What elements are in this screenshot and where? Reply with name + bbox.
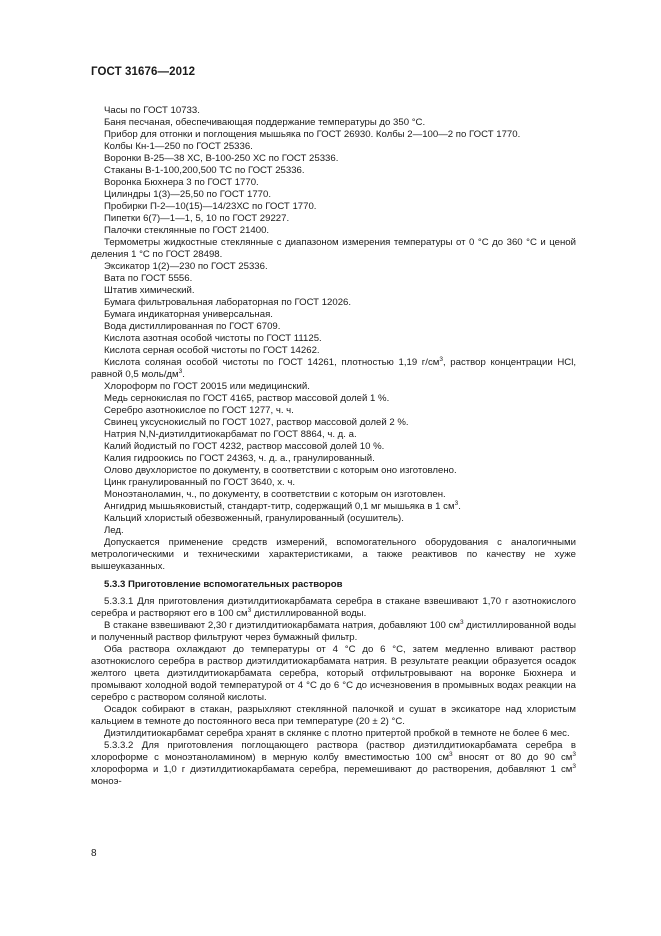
list-item: Палочки стеклянные по ГОСТ 21400. — [104, 225, 270, 236]
list-item: Баня песчаная, обеспечивающая поддержание температуры до 350 °С. — [104, 117, 426, 128]
list-item: Воронка Бюхнера 3 по ГОСТ 1770. — [104, 177, 259, 188]
list-item: Цинк гранулированный по ГОСТ 3640, х. ч. — [104, 477, 296, 488]
list-item: Свинец уксуснокислый по ГОСТ 1027, раствор массовой долей 2 %. — [104, 417, 409, 428]
list-item: Моноэтаноламин, ч., по документу, в соответствии с которым он изготовлен. — [104, 489, 446, 500]
list-item: Термометры жидкостные стеклянные с диапазоном измерения температуры от 0 °С до 360 °С и ценой деления 1 °С по ГОСТ 28498. — [91, 237, 576, 260]
list-item: Кислота серная особой чистоты по ГОСТ 14262. — [104, 345, 320, 356]
page-header: ГОСТ 31676—2012 — [91, 66, 196, 78]
paragraph: Диэтилдитиокарбамат серебра хранят в склянке с плотно притертой пробкой в темноте не более 6 мес. — [104, 728, 570, 739]
list-item: Олово двухлористое по документу, в соответствии с которым оно изготовлено. — [104, 465, 457, 476]
list-item: Калия гидроокись по ГОСТ 24363, ч. д. а., гранулированный. — [104, 453, 375, 464]
page-number: 8 — [91, 848, 97, 859]
list-item: Эксикатор 1(2)—230 по ГОСТ 25336. — [104, 261, 268, 272]
list-item: Бумага фильтровальная лабораторная по ГОСТ 12026. — [104, 297, 352, 308]
list-item: Хлороформ по ГОСТ 20015 или медицинский. — [104, 381, 310, 392]
list-item: Часы по ГОСТ 10733. — [104, 105, 200, 116]
paragraph: В стакане взвешивают 2,30 г диэтилдитиокарбамата натрия, добавляют 100 $см^3$ дистиллированной воды и полученный раствор фильтруют через бумажный фильтр. — [91, 619, 576, 643]
paragraph-5-3-3-2: 5.3.3.2 Для приготовления поглощающего раствора (раствор диэтилдитиокарбамата серебра в хлороформе с моноэтаноламином) в мерную колбу вместимостью 100 $см^3$ вносят от 80 до 90 $см^3$ хлороформа и 1,0 г диэтилдитиокарбамата серебра, перемешивают до растворения, добавляют 1 $см^3$ моноэ- — [91, 740, 577, 787]
list-item: Вода дистиллированная по ГОСТ 6709. — [104, 321, 281, 332]
paragraph-5-3-3-1: 5.3.3.1 Для приготовления диэтилдитиокарбамата серебра в стакане взвешивают 1,70 г азотнокислого серебра и растворяют его в 100 $см^3$ дистиллированной воды. — [91, 596, 576, 619]
list-item: Пипетки 6(7)—1—1, 5, 10 по ГОСТ 29227. — [104, 213, 290, 224]
list-item: Пробирки П-2—10(15)—14/23ХС по ГОСТ 1770. — [104, 201, 317, 212]
list-item: Серебро азотнокислое по ГОСТ 1277, ч. ч. — [104, 405, 294, 416]
list-item: Кислота азотная особой чистоты по ГОСТ 11125. — [104, 333, 322, 344]
list-item: Цилиндры 1(3)—25,50 по ГОСТ 1770. — [104, 189, 271, 200]
list-item-hcl: Кислота соляная особой чистоты по ГОСТ 14261, плотностью 1,19 $г/см^3$, раствор концентрации HCl, равной 0,5 моль/$дм^3$. — [91, 356, 577, 380]
list-item: Бумага индикаторная универсальная. — [104, 309, 273, 320]
list-item: Воронки В-25—38 ХС, В-100-250 ХС по ГОСТ 25336. — [104, 153, 339, 164]
section-heading: 5.3.3 Приготовление вспомогательных растворов — [104, 579, 343, 590]
page-content — [91, 105, 576, 788]
list-item: Кальций хлористый обезвоженный, гранулированный (осушитель). — [104, 513, 404, 524]
list-item: Калий йодистый по ГОСТ 4232, раствор массовой долей 10 %. — [104, 441, 385, 452]
list-item: Вата по ГОСТ 5556. — [104, 273, 193, 284]
equipment-list — [91, 105, 576, 573]
list-item: Стаканы В-1-100,200,500 ТС по ГОСТ 25336. — [104, 165, 305, 176]
allowance-paragraph: Допускается применение средств измерений, вспомогательного оборудования с аналогичными метрологическими и техническими характеристиками, а также реактивов по качеству не хуже вышеуказанных. — [91, 537, 576, 572]
list-item: Натрия N,N-диэтилдитиокарбамат по ГОСТ 8864, ч. д. а. — [104, 429, 357, 440]
list-item: Штатив химический. — [104, 285, 195, 296]
list-item-anhydride: Ангидрид мышьяковистый, стандарт-титр, содержащий 0,1 мг мышьяка в 1 $см^3$. — [104, 500, 461, 512]
paragraph: Оба раствора охлаждают до температуры от 4 °С до 6 °С, затем медленно вливают раствор азотнокислого серебра в раствор диэтилдитиокарбамата натрия. В результате реакции образуется осадок желтого цвета диэтилдитиокарбамата серебра, который отфильтровывают на воронке Бюхнера и промывают холодной водой температурой от 4 °С до 6 °С до исчезновения в промывных водах реакции на серебро с раствором соляной кислоты. — [91, 644, 576, 703]
paragraph: Осадок собирают в стакан, разрыхляют стеклянной палочкой и сушат в эксикаторе над хлористым кальцием в темноте до постоянного веса при температуре (20 ± 2) °С. — [91, 704, 576, 727]
list-item: Лед. — [104, 525, 124, 536]
list-item: Прибор для отгонки и поглощения мышьяка по ГОСТ 26930. Колбы 2—100—2 по ГОСТ 1770. — [104, 129, 521, 140]
list-item: Колбы Кн-1—250 по ГОСТ 25336. — [104, 141, 253, 152]
list-item: Медь сернокислая по ГОСТ 4165, раствор массовой долей 1 %. — [104, 393, 390, 404]
